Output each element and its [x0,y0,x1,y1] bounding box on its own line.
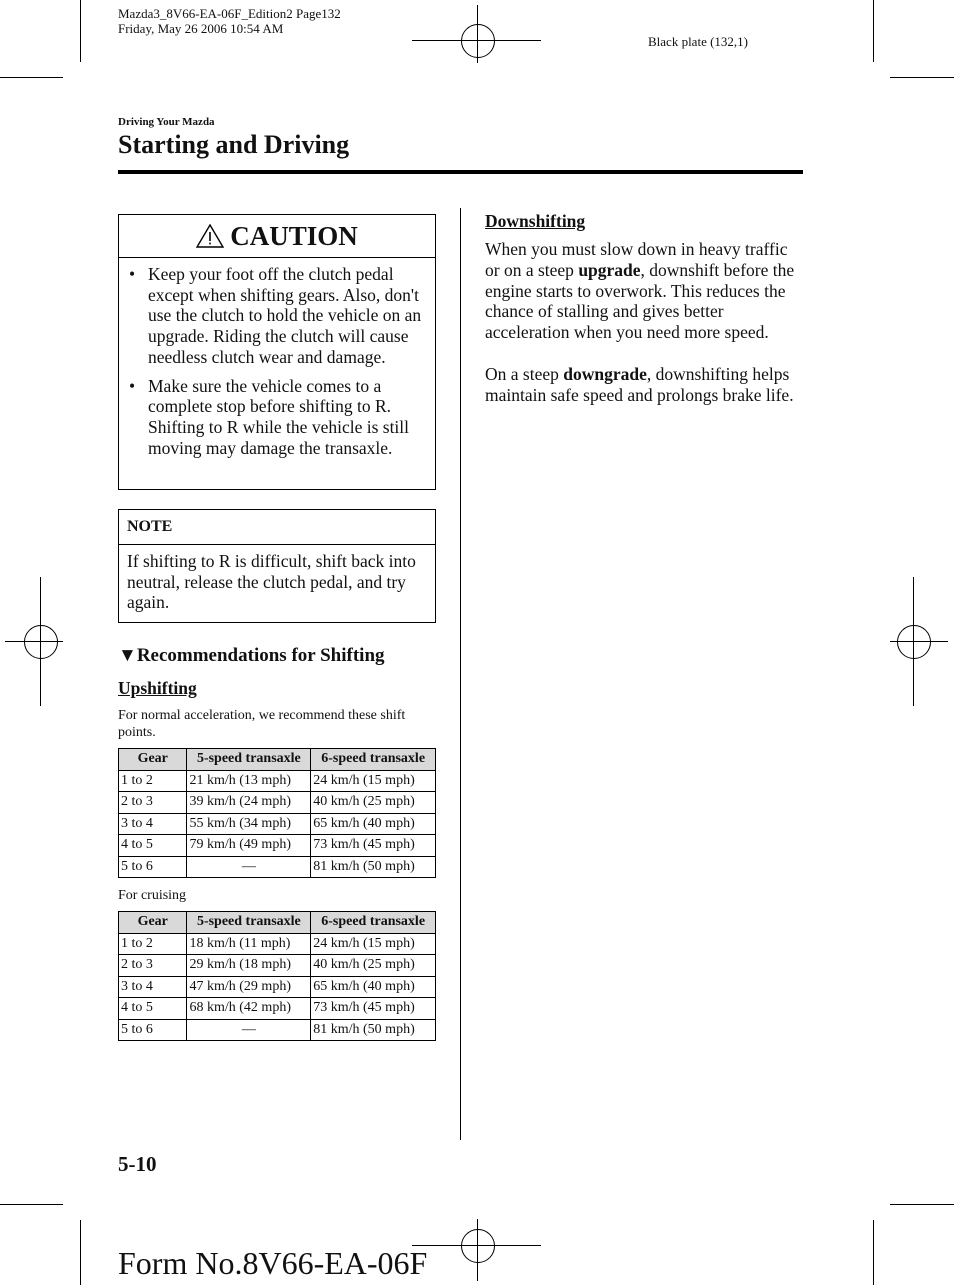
column-header: 6-speed transaxle [311,912,436,934]
print-job-line: Mazda3_8V66-EA-06F_Edition2 Page132 [118,6,341,21]
form-number: Form No.8V66-EA-06F [118,1245,428,1281]
emphasis-upgrade: upgrade [578,259,641,280]
downshifting-heading: Downshifting [485,211,586,231]
paragraph-text: , downshifting helps maintain safe speed and prolongs brake life. [485,364,794,405]
table-header-row [119,912,436,934]
section-category: Driving Your Mazda [118,116,215,128]
gear-cell: 2 to 3 [119,955,187,977]
five-speed-cell: 79 km/h (49 mph) [187,835,311,857]
column-divider [460,208,461,1140]
table-row [119,1019,436,1041]
cruising-label: For cruising [118,888,187,903]
plate-label: Black plate (132,1) [648,34,748,49]
table-row [119,792,436,814]
five-speed-cell: 21 km/h (13 mph) [187,770,311,792]
cruising-shift-table [118,911,436,1041]
table-row [119,835,436,857]
six-speed-cell: 73 km/h (45 mph) [311,835,436,857]
caution-header [119,215,435,258]
gear-cell: 3 to 4 [119,813,187,835]
six-speed-cell: 24 km/h (15 mph) [311,770,436,792]
five-speed-cell: 55 km/h (34 mph) [187,813,311,835]
table-row [119,770,436,792]
paragraph-text: , downshift before the engine starts to overwork. This reduces the chance of stalling and gives better acceleration when you need more speed. [485,259,795,343]
gear-cell: 1 to 2 [119,933,187,955]
six-speed-cell: 24 km/h (15 mph) [311,933,436,955]
five-speed-cell: 39 km/h (24 mph) [187,792,311,814]
normal-shift-table [118,748,436,878]
column-header: 5-speed transaxle [187,912,311,934]
gear-cell: 5 to 6 [119,1019,187,1041]
gear-cell: 4 to 5 [119,835,187,857]
column-header: Gear [119,749,187,771]
six-speed-cell: 81 km/h (50 mph) [311,1019,436,1041]
upshifting-intro: For normal acceleration, we recommend these shift points. [118,708,406,740]
six-speed-cell: 65 km/h (40 mph) [311,813,436,835]
table-row [119,976,436,998]
gear-cell: 1 to 2 [119,770,187,792]
five-speed-cell: 29 km/h (18 mph) [187,955,311,977]
bullet: • [129,375,136,396]
caution-box [118,214,436,490]
six-speed-cell: 73 km/h (45 mph) [311,998,436,1020]
five-speed-cell: — [187,1019,311,1041]
gear-cell: 2 to 3 [119,792,187,814]
title-rule [118,170,803,174]
table-row [119,955,436,977]
column-header: 6-speed transaxle [311,749,436,771]
bullet: • [129,264,136,284]
paragraph-text: On a steep [485,364,564,384]
emphasis-downgrade: downgrade [563,364,647,384]
recommendations-heading [118,645,385,667]
caution-item-text: Make sure the vehicle comes to a complete stop before shifting to R. Shifting to R while the vehicle is still moving may damage the transaxle. [148,375,410,458]
gear-cell: 5 to 6 [119,856,187,878]
five-speed-cell: 68 km/h (42 mph) [187,998,311,1020]
five-speed-cell: 18 km/h (11 mph) [187,933,311,955]
six-speed-cell: 65 km/h (40 mph) [311,976,436,998]
column-header: Gear [119,912,187,934]
page-number: 5-10 [118,1152,157,1176]
table-row [119,998,436,1020]
column-header: 5-speed transaxle [187,749,311,771]
warning-triangle-icon [196,224,224,248]
five-speed-cell: — [187,856,311,878]
caution-item-text: Keep your foot off the clutch pedal except when shifting gears. Also, don't use the clutch to hold the vehicle on an upgrade. Riding the clutch will cause needless clutch wear and damage. [148,264,422,367]
page-title: Starting and Driving [118,130,350,159]
print-date-line: Friday, May 26 2006 10:54 AM [118,21,284,36]
table-row [119,856,436,878]
gear-cell: 4 to 5 [119,998,187,1020]
caution-title: CAUTION [230,220,358,251]
upshifting-heading: Upshifting [118,678,197,698]
five-speed-cell: 47 km/h (29 mph) [187,976,311,998]
recommendations-title: Recommendations for Shifting [136,645,385,666]
triangle-down-icon: ▼ [118,645,137,666]
caution-item [119,376,435,459]
table-row [119,813,436,835]
six-speed-cell: 40 km/h (25 mph) [311,955,436,977]
caution-item [119,264,435,368]
note-box [118,509,436,623]
paragraph-text: When you must slow down in heavy traffic or on a steep [485,239,788,280]
six-speed-cell: 40 km/h (25 mph) [311,792,436,814]
gear-cell: 3 to 4 [119,976,187,998]
note-title: NOTE [119,510,435,545]
table-header-row [119,749,436,771]
downshifting-paragraph-2 [485,364,803,406]
note-body: If shifting to R is difficult, shift back into neutral, release the clutch pedal, and try again. [127,551,416,613]
table-row [119,933,436,955]
six-speed-cell: 81 km/h (50 mph) [311,856,436,878]
downshifting-paragraph-1 [485,239,803,343]
